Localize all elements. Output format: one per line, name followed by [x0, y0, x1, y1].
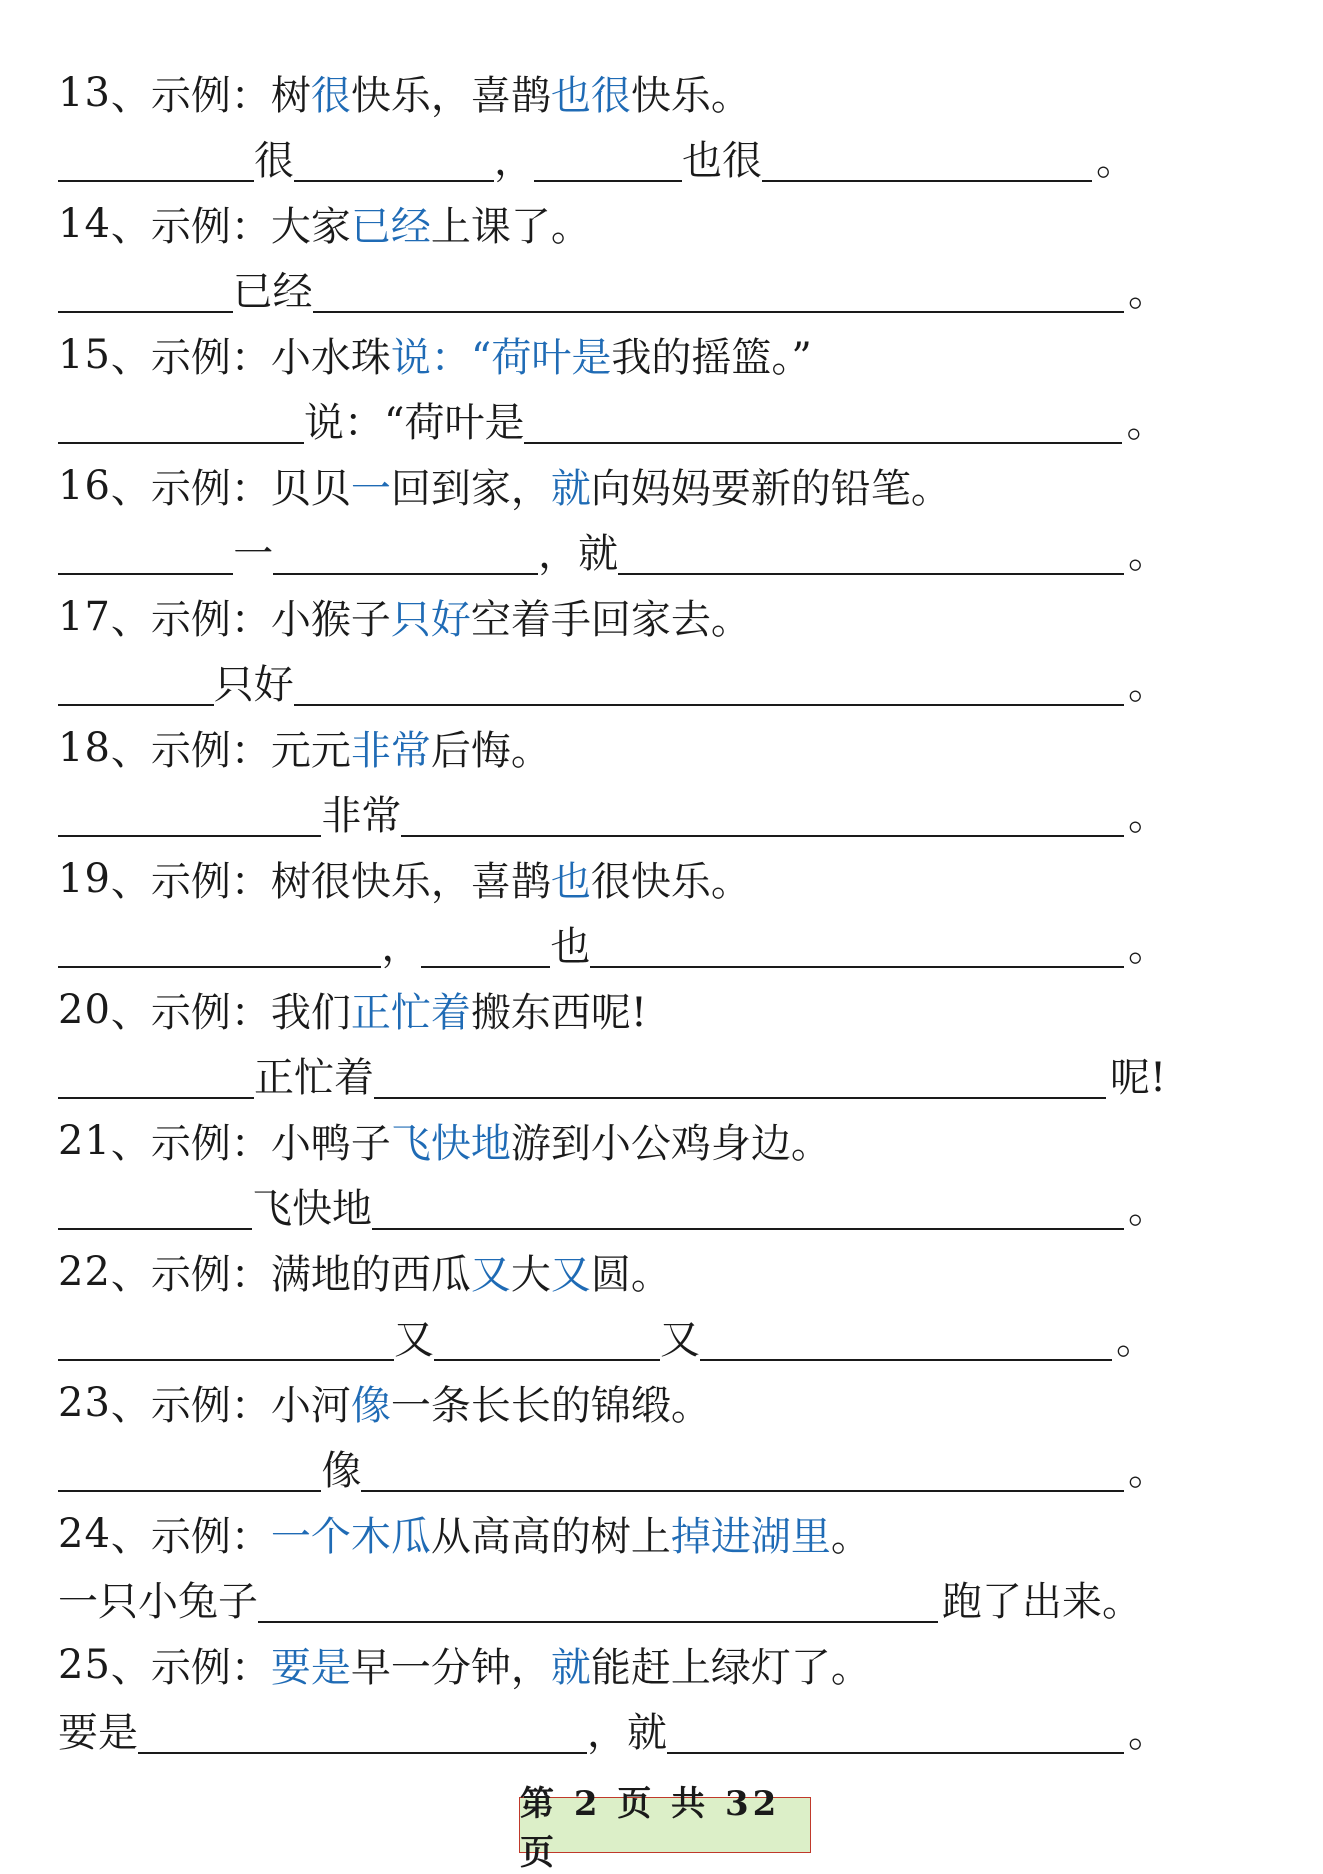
example-line	[58, 1632, 1168, 1698]
fixed-words: 一	[233, 531, 274, 578]
highlighted-phrase: 很	[310, 73, 351, 120]
highlighted-phrase: 像	[350, 1383, 391, 1430]
example-text: 树	[270, 73, 311, 120]
fixed-words: 说：“荷叶是	[304, 400, 525, 447]
example-text: 。	[830, 1514, 871, 1561]
sentence-end: 。	[1128, 1710, 1168, 1757]
fill-in-line	[58, 789, 1168, 840]
sentence-end: 。	[1128, 1186, 1168, 1233]
highlighted-phrase: 就	[550, 1645, 591, 1692]
fill-in-line	[58, 396, 1168, 447]
item-number: 22	[58, 1248, 111, 1295]
answer-blank[interactable]	[374, 1059, 1106, 1099]
answer-blank[interactable]	[762, 142, 1092, 182]
item-number: 24	[58, 1510, 111, 1557]
answer-blank[interactable]	[401, 797, 1124, 837]
answer-blank[interactable]	[313, 273, 1124, 313]
item-number: 21	[58, 1117, 111, 1164]
example-text: 向妈妈要新的铅笔。	[590, 466, 951, 513]
example-text: 我们	[270, 990, 351, 1037]
highlighted-phrase: 一	[350, 466, 391, 513]
example-label: 、示例：	[110, 859, 271, 906]
fixed-words: 也很	[682, 138, 762, 185]
fill-in-line	[58, 1313, 1168, 1364]
answer-blank[interactable]	[58, 142, 254, 182]
example-text: 能赶上绿灯了。	[590, 1645, 871, 1692]
highlighted-phrase: 已经	[350, 204, 431, 251]
example-text: 后悔。	[430, 728, 551, 775]
answer-blank[interactable]	[618, 535, 1124, 575]
example-text: 快乐，喜鹊	[350, 73, 551, 120]
example-text: 空着手回家去。	[470, 597, 751, 644]
sentence-end: 呢!	[1110, 1055, 1167, 1102]
answer-blank[interactable]	[700, 1321, 1112, 1361]
sentence-end: 。	[1128, 1448, 1168, 1495]
example-text: 我的摇篮。”	[611, 335, 812, 382]
sentence-end: 。	[1128, 269, 1168, 316]
highlighted-phrase: 又	[470, 1252, 511, 1299]
highlighted-phrase: 又	[550, 1252, 591, 1299]
example-label: 、示例：	[110, 466, 271, 513]
answer-blank[interactable]	[534, 142, 682, 182]
answer-blank[interactable]	[58, 1452, 321, 1492]
highlighted-phrase: 一个木瓜	[270, 1514, 431, 1561]
item-number: 19	[58, 855, 111, 902]
example-text: 小水珠	[270, 335, 391, 382]
page-footer: 第 2 页 共 32 页	[519, 1797, 811, 1853]
fixed-words: 像	[321, 1448, 362, 1495]
highlighted-phrase: 也	[550, 859, 591, 906]
answer-blank[interactable]	[294, 142, 494, 182]
example-line	[58, 453, 1168, 519]
item-number: 20	[58, 986, 111, 1033]
answer-blank[interactable]	[590, 928, 1124, 968]
answer-blank[interactable]	[258, 1583, 938, 1623]
example-text: 搬东西呢!	[470, 990, 647, 1037]
example-text: 小鸭子	[270, 1121, 391, 1168]
example-label: 、示例：	[110, 335, 271, 382]
answer-blank[interactable]	[58, 404, 304, 444]
example-label: 、示例：	[110, 204, 271, 251]
sentence-end: 。	[1126, 400, 1167, 447]
fill-in-line	[58, 658, 1168, 709]
fixed-words: 飞快地	[251, 1186, 372, 1233]
fill-in-line	[58, 1444, 1168, 1495]
sentence-end: 跑了出来。	[942, 1579, 1142, 1626]
worksheet	[58, 60, 1168, 1763]
sentence-end: 。	[1096, 138, 1136, 185]
answer-blank[interactable]	[58, 273, 233, 313]
sentence-end: 。	[1128, 662, 1168, 709]
example-text: 满地的西瓜	[270, 1252, 471, 1299]
example-line	[58, 1108, 1168, 1174]
sentence-end: 。	[1116, 1317, 1156, 1364]
answer-blank[interactable]	[524, 404, 1122, 444]
answer-blank[interactable]	[372, 1190, 1124, 1230]
answer-blank[interactable]	[58, 1321, 394, 1361]
example-line	[58, 715, 1168, 781]
item-number: 15	[58, 331, 111, 378]
answer-blank[interactable]	[421, 928, 550, 968]
example-label: 、示例：	[110, 1645, 271, 1692]
fixed-words: 很	[254, 138, 294, 185]
example-text: 元元	[270, 728, 351, 775]
fixed-words: 正忙着	[254, 1055, 374, 1102]
example-line	[58, 1370, 1168, 1436]
answer-blank[interactable]	[58, 535, 233, 575]
answer-blank[interactable]	[58, 797, 321, 837]
example-label: 、示例：	[110, 597, 271, 644]
example-label: 、示例：	[110, 73, 271, 120]
example-text: 树很快乐，喜鹊	[270, 859, 551, 906]
example-line	[58, 322, 1168, 388]
fill-in-line	[58, 527, 1168, 578]
highlighted-phrase: 说：“荷叶是	[390, 335, 612, 382]
example-label: 、示例：	[110, 990, 271, 1037]
example-label: 、示例：	[110, 1252, 271, 1299]
highlighted-phrase: 只好	[390, 597, 471, 644]
example-text: 早一分钟，	[350, 1645, 551, 1692]
item-number: 25	[58, 1641, 111, 1688]
example-line	[58, 60, 1168, 126]
fixed-words: ，	[494, 138, 534, 185]
fixed-words: ，	[381, 924, 422, 971]
highlighted-phrase: 正忙着	[350, 990, 471, 1037]
example-text: 一条长长的锦缎。	[390, 1383, 711, 1430]
item-number: 16	[58, 462, 111, 509]
sentence-end: 。	[1128, 793, 1168, 840]
answer-blank[interactable]	[434, 1321, 660, 1361]
example-label: 、示例：	[110, 728, 271, 775]
highlighted-phrase: 飞快地	[390, 1121, 511, 1168]
fixed-words: 非常	[321, 793, 402, 840]
fill-in-line	[58, 1051, 1168, 1102]
fill-in-line	[58, 1182, 1168, 1233]
example-line	[58, 977, 1168, 1043]
fixed-words: ，就	[538, 531, 619, 578]
example-text: 贝贝	[270, 466, 351, 513]
example-line	[58, 191, 1168, 257]
item-number: 17	[58, 593, 111, 640]
answer-blank[interactable]	[58, 1190, 252, 1230]
fixed-words: 只好	[213, 662, 294, 709]
fixed-words: 又	[394, 1317, 434, 1364]
highlighted-phrase: 非常	[350, 728, 431, 775]
item-number: 18	[58, 724, 111, 771]
example-text: 游到小公鸡身边。	[510, 1121, 831, 1168]
example-line	[58, 1239, 1168, 1305]
fill-in-line	[58, 134, 1168, 185]
sentence-end: 。	[1128, 924, 1168, 971]
fixed-words: 已经	[232, 269, 313, 316]
example-text: 很快乐。	[590, 859, 751, 906]
example-text: 小河	[270, 1383, 351, 1430]
item-number: 13	[58, 69, 111, 116]
answer-blank[interactable]	[58, 928, 381, 968]
example-text: 快乐。	[630, 73, 751, 120]
answer-blank[interactable]	[294, 666, 1124, 706]
example-text: 大	[510, 1252, 551, 1299]
highlighted-phrase: 要是	[270, 1645, 351, 1692]
highlighted-phrase: 也很	[550, 73, 631, 120]
fill-in-line	[58, 265, 1168, 316]
fixed-words: 也	[550, 924, 591, 971]
answer-blank[interactable]	[361, 1452, 1124, 1492]
fill-in-line	[58, 1706, 1168, 1757]
highlighted-phrase: 就	[550, 466, 591, 513]
fill-in-line	[58, 1575, 1168, 1626]
answer-blank[interactable]	[58, 1059, 254, 1099]
example-label: 、示例：	[110, 1383, 271, 1430]
highlighted-phrase: 掉进湖里	[670, 1514, 831, 1561]
example-text: 上课了。	[430, 204, 591, 251]
fixed-words: 一只小兔子	[58, 1579, 258, 1626]
answer-blank[interactable]	[138, 1714, 587, 1754]
example-text: 圆。	[590, 1252, 671, 1299]
example-text: 回到家，	[390, 466, 551, 513]
sentence-end: 。	[1128, 531, 1168, 578]
example-text: 大家	[270, 204, 351, 251]
answer-blank[interactable]	[58, 666, 214, 706]
answer-blank[interactable]	[667, 1714, 1124, 1754]
example-line	[58, 1501, 1168, 1567]
example-line	[58, 846, 1168, 912]
fill-in-line	[58, 920, 1168, 971]
answer-blank[interactable]	[273, 535, 538, 575]
fixed-words: 又	[660, 1317, 700, 1364]
fixed-words: ，就	[587, 1710, 668, 1757]
example-text: 小猴子	[270, 597, 391, 644]
example-line	[58, 584, 1168, 650]
fixed-words: 要是	[58, 1710, 138, 1757]
example-label: 、示例：	[110, 1514, 271, 1561]
example-label: 、示例：	[110, 1121, 271, 1168]
item-number: 14	[58, 200, 111, 247]
example-text: 从高高的树上	[430, 1514, 671, 1561]
item-number: 23	[58, 1379, 111, 1426]
